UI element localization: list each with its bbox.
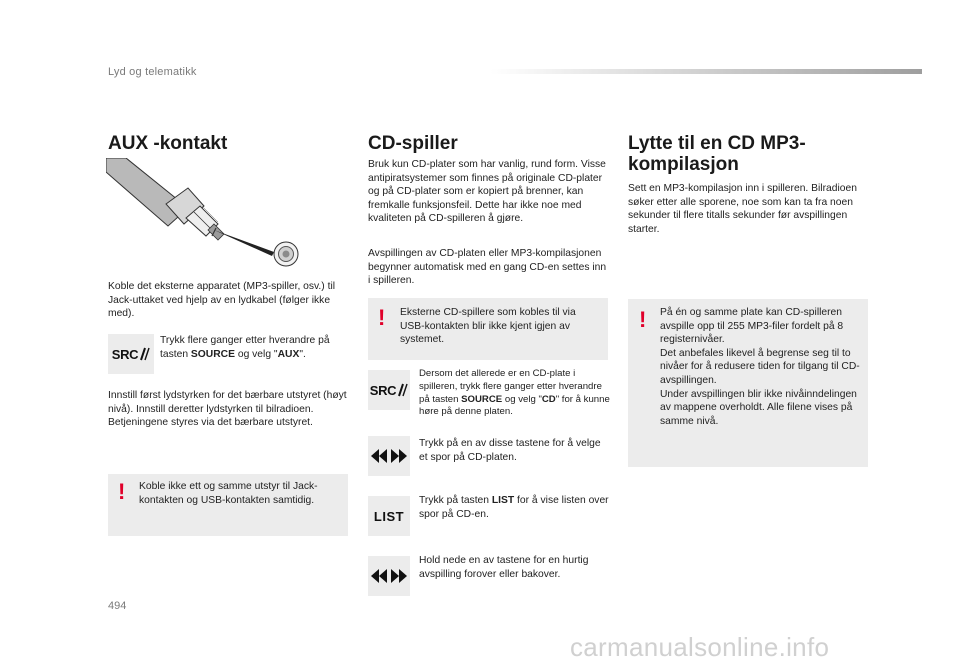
src-slash-icon (138, 347, 150, 361)
warning-icon: ! (378, 305, 386, 330)
warning-icon: ! (639, 307, 647, 332)
cd-autoplay: Avspillingen av CD-platen eller MP3-kompilasjonen begynner automatisk med en gang CD-en settes inn i spilleren. (368, 248, 607, 287)
header-divider (490, 69, 922, 74)
mp3-title-line2: kompilasjon (628, 154, 739, 175)
aux-title: AUX -kontakt (108, 133, 228, 154)
section-header: Lyd og telematikk (108, 66, 197, 78)
aux-source-step: Trykk flere ganger etter hverandre på tasten SOURCE og velg "AUX". (160, 335, 330, 360)
cd-intro: Bruk kun CD-plater som har vanlig, rund form. Visse antipiratsystemer som finnes på originale CD-plater og på CD-plater som er kopiert på brenner, kan fremkalle funksjonsfeil. Dette har ikke noe med kvaliteten på CD-spilleren å gjøre. (368, 159, 606, 225)
list-label: LIST (373, 508, 405, 524)
mp3-title-line1: Lytte til en CD MP3- (628, 133, 806, 154)
src-label: SRC (111, 346, 139, 362)
list-button-icon (368, 496, 410, 536)
cd-track-select: Trykk på en av disse tastene for å velge et spor på CD-platen. (419, 438, 601, 463)
src-slash-icon (396, 383, 408, 397)
cd-list-step: Trykk på tasten LIST for å vise listen over spor på CD-en. (419, 495, 609, 520)
prev-next-icon (371, 449, 407, 463)
mp3-title (628, 133, 806, 175)
cd-source-step: Dersom det allerede er en CD-plate i spilleren, trykk flere ganger etter hverandre på tasten SOURCE og velg "CD" for å kunne høre på denne platen. (419, 368, 610, 418)
cd-title: CD-spiller (368, 133, 458, 154)
mp3-warning-line-1: På én og samme plate kan CD-spilleren avspille opp til 255 MP3-filer fordelt på 8 registernivåer. (660, 307, 844, 346)
src-button-icon (108, 334, 154, 374)
mp3-warning-text (660, 306, 862, 428)
track-skip-icon (368, 436, 410, 476)
jack-plug-illustration (106, 158, 302, 270)
aux-warning-text: Koble ikke ett og samme utstyr til Jack-kontakten og USB-kontakten samtidig. (139, 481, 318, 506)
mp3-warning-line-2: Det anbefales likevel å begrense seg til to nivåer for å redusere tiden for tilgang til CD-avspillingen. (660, 347, 860, 386)
aux-intro: Koble det eksterne apparatet (MP3-spiller, osv.) til Jack-uttaket ved hjelp av en lydkabel (følger ikke med). (108, 281, 336, 320)
cd-fast-play: Hold nede en av tastene for en hurtig avspilling forover eller bakover. (419, 555, 589, 580)
src-label: SRC (369, 382, 397, 398)
prev-next-icon (371, 569, 407, 583)
src-button-icon (368, 370, 410, 410)
cd-warning-text: Eksterne CD-spillere som kobles til via USB-kontakten blir ikke kjent igjen av systemet. (400, 307, 576, 346)
mp3-intro: Sett en MP3-kompilasjon inn i spilleren. Bilradioen søker etter alle sporene, noe som kan ta fra noen sekunder til flere titalls sekunder før avspillingen starter. (628, 183, 857, 235)
fast-forward-rewind-icon (368, 556, 410, 596)
aux-volume-text: Innstill først lydstyrken for det bærbare utstyret (høyt nivå). Innstill deretter lydstyrken til bilradioen. Betjeningene styres via det bærbare utstyret. (108, 390, 347, 429)
mp3-warning-line-3: Under avspillingen blir ikke nivåinndelingen av mappene overholdt. Alle filene vises på samme nivå. (660, 388, 857, 427)
watermark: carmanualsonline.info (570, 632, 830, 662)
page-number: 494 (108, 600, 127, 612)
warning-icon: ! (118, 479, 126, 504)
